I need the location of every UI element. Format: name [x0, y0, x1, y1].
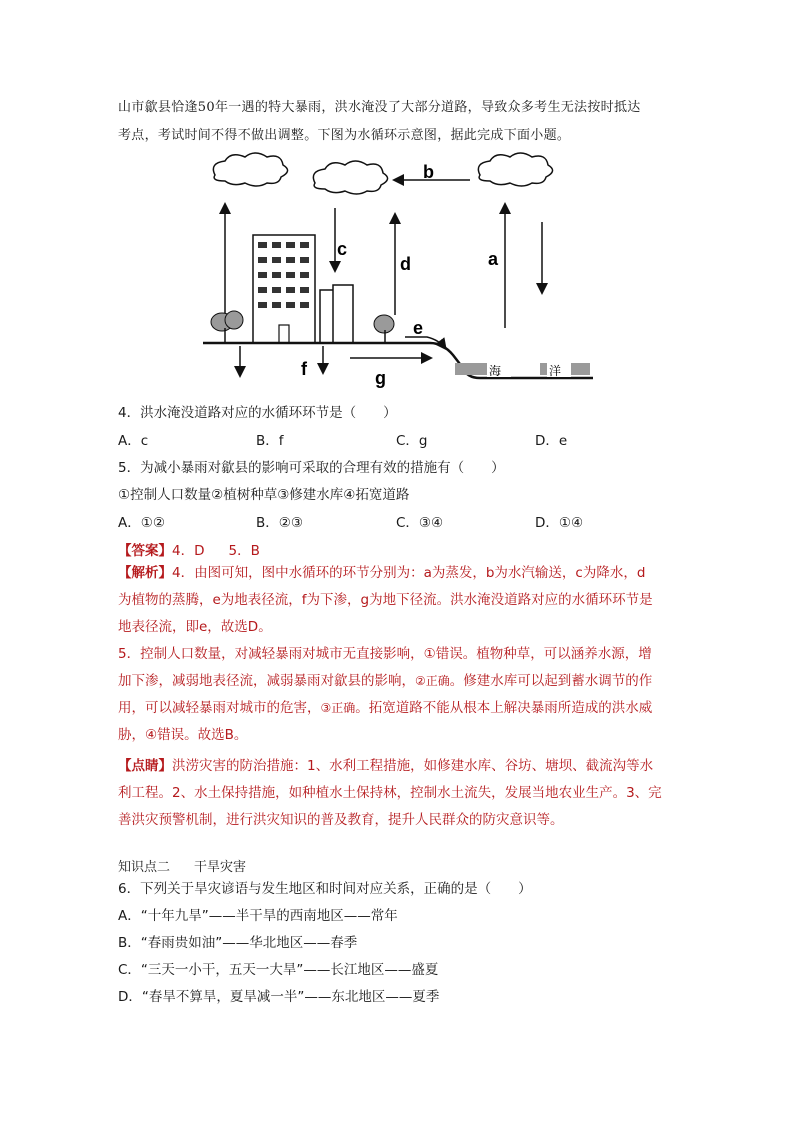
- answer-label: 【答案】: [118, 543, 172, 559]
- analysis-p2-line-3b: 。拓宽道路不能从根本上解决暴雨所造成的洪水威: [355, 700, 653, 716]
- label-e: e: [413, 318, 424, 338]
- analysis-p2-line-2b: 。修建水库可以起到蓄水调节的作: [449, 673, 653, 689]
- answer-q5: 5．B: [228, 543, 260, 559]
- cloud-right: [478, 153, 552, 186]
- q5-stem: 5．为减小暴雨对歙县的影响可采取的合理有效的措施有（ ）: [118, 460, 505, 476]
- sea-label-2: 洋: [549, 364, 562, 378]
- analysis-p1-line-2: 为植物的蒸腾，e为地表径流，f为下渗，g为地下径流。洪水淹没道路对应的水循环环节是: [118, 592, 653, 608]
- q6-option-a: A．“十年九旱”——半干旱的西南地区——常年: [118, 908, 398, 924]
- section-heading: [118, 856, 246, 875]
- q5-option-b: B．②③: [256, 515, 303, 531]
- tip-label: 【点睛】: [118, 758, 172, 774]
- tip-line-2: 利工程。2、水土保持措施，如种植水土保持林，控制水土流失，发展当地农业生产。3、完: [118, 785, 662, 801]
- section-subtitle: 干旱灾害: [194, 860, 247, 875]
- intro-line-1: 山市歙县恰逢50年一遇的特大暴雨，洪水淹没了大部分道路，导致众多考生无法按时抵达: [118, 100, 641, 115]
- analysis-p2-line-3a: 用，可以减轻暴雨对城市的危害，: [118, 700, 321, 716]
- analysis-label: 【解析】: [118, 565, 172, 581]
- analysis-p2-line-2a: 加下渗，减弱地表径流，减弱暴雨对歙县的影响，: [118, 673, 415, 689]
- analysis-correct-2: ②正确: [415, 674, 450, 688]
- label-g: g: [375, 368, 386, 388]
- q4-option-b: B．f: [256, 433, 284, 449]
- cloud-middle: [313, 161, 387, 194]
- label-c: c: [337, 239, 348, 259]
- q6-option-d: D．“春旱不算旱，夏旱减一半”——东北地区——夏季: [118, 989, 440, 1005]
- section-title: 知识点二: [118, 860, 171, 875]
- label-d: d: [400, 254, 411, 274]
- label-b: b: [423, 162, 434, 182]
- analysis-p1-line-3: 地表径流，即e，故选D。: [118, 619, 272, 635]
- analysis-p1-line-1: 4．由图可知，图中水循环的环节分别为：a为蒸发，b为水汽输送，c为降水，d: [172, 565, 646, 581]
- answer-line: [118, 539, 260, 559]
- q6-stem: 6．下列关于旱灾谚语与发生地区和时间对应关系，正确的是（ ）: [118, 881, 532, 897]
- analysis-correct-3: ③正确: [320, 701, 356, 715]
- q5-option-d: D．①④: [535, 515, 584, 531]
- cloud-left: [213, 153, 287, 186]
- intro-line-2: 考点，考试时间不得不做出调整。下图为水循环示意图，据此完成下面小题。: [118, 128, 571, 143]
- q5-option-c: C．③④: [396, 515, 444, 531]
- q5-items: ①控制人口数量②植树种草③修建水库④拓宽道路: [118, 487, 410, 503]
- label-a: a: [488, 249, 499, 269]
- answer-q4: 4．D: [172, 543, 205, 559]
- analysis-line-1: [118, 560, 645, 587]
- tip-text-1: 洪涝灾害的防治措施：1、水利工程措施，如修建水库、谷坊、塘坝、截流沟等水: [172, 758, 654, 774]
- q4-option-a: A．c: [118, 433, 149, 449]
- water-cycle-diagram: [195, 150, 605, 390]
- analysis-p2-line-1: 5．控制人口数量，对减轻暴雨对城市无直接影响，①错误。植物种草，可以涵养水源，增: [118, 646, 652, 662]
- sea-label-1: 海: [489, 364, 502, 378]
- q4-option-d: D．e: [535, 433, 568, 449]
- q6-option-c: C．“三天一小干，五天一大旱”——长江地区——盛夏: [118, 962, 439, 978]
- q6-option-b: B．“春雨贵如油”——华北地区——春季: [118, 935, 358, 951]
- analysis-p2-line-2: [118, 668, 652, 695]
- analysis-p2-line-4: 胁，④错误。故选B。: [118, 727, 248, 743]
- label-f: f: [301, 359, 307, 379]
- q4-option-c: C．g: [396, 433, 428, 449]
- q4-stem: 4．洪水淹没道路对应的水循环环节是（ ）: [118, 405, 397, 421]
- analysis-p2-line-3: [118, 695, 652, 722]
- tip-line-3: 善洪灾预警机制，进行洪灾知识的普及教育，提升人民群众的防灾意识等。: [118, 812, 564, 828]
- tip-line-1: [118, 753, 653, 780]
- q5-option-a: A．①②: [118, 515, 165, 531]
